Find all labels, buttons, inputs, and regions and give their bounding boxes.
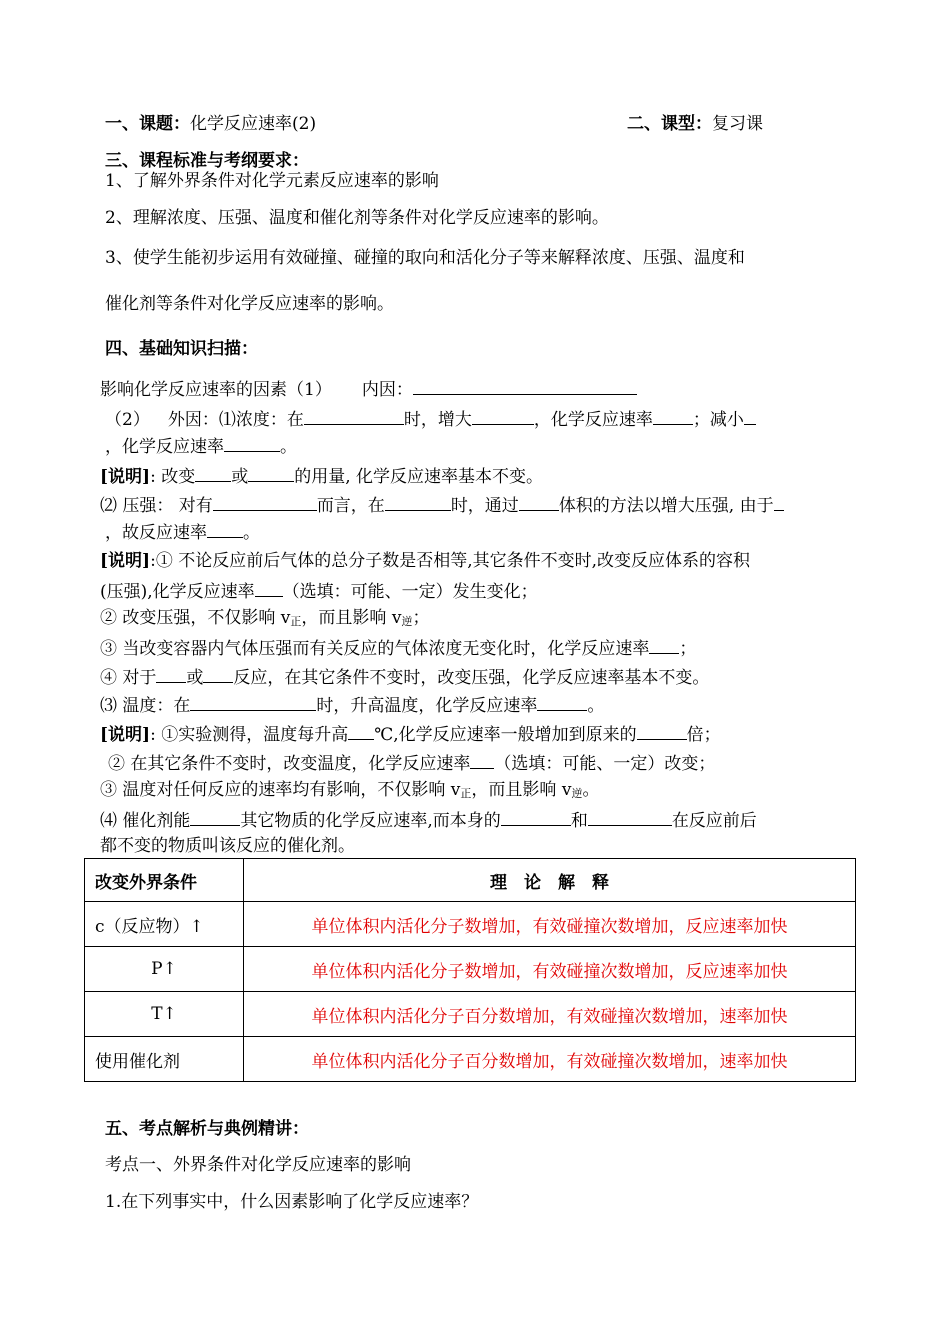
blank <box>213 493 317 511</box>
note-label: [说明] <box>100 725 151 745</box>
section5-title: 五、考点解析与典例精讲： <box>105 1119 309 1139</box>
type-value: 复习课 <box>712 114 763 134</box>
text: 。 <box>582 780 600 800</box>
text: 内因： <box>361 380 413 400</box>
s4-line-13 <box>100 722 721 746</box>
text: 。 <box>243 523 260 543</box>
section5-point1: 考点一、外界条件对化学反应速率的影响 <box>105 1155 411 1175</box>
blank <box>190 808 240 826</box>
text: ③ 温度对任何反应的速率均有影响，不仅影响 v <box>100 780 461 800</box>
table-cell-condition: c（反应物）↑ <box>85 902 244 947</box>
text: ℃,化学反应速率一般增加到原来的 <box>374 725 637 745</box>
text: ； <box>412 608 430 628</box>
blank <box>190 693 316 711</box>
conditions-table <box>84 858 856 1082</box>
text: ；减小 <box>692 410 744 430</box>
subscript: 正 <box>460 787 472 800</box>
text: （选填：可能、一定）改变； <box>494 754 716 774</box>
blank <box>385 493 451 511</box>
blank <box>588 808 672 826</box>
text: 反应，在其它条件不变时，改变压强，化学反应速率基本不变。 <box>233 668 710 688</box>
s4-line-12 <box>100 693 604 717</box>
text: 其它物质的化学反应速率,而本身的 <box>240 811 501 831</box>
blank <box>156 665 186 683</box>
table-cell-explanation: 单位体积内活化分子百分数增加，有效碰撞次数增加，速率加快 <box>244 992 856 1037</box>
text: 或 <box>231 467 249 487</box>
blank <box>224 434 280 452</box>
text: ，化学反应速率 <box>533 410 653 430</box>
s4-line-14 <box>108 751 715 775</box>
table-header-cell: 理 论 解 释 <box>244 859 856 902</box>
text: （2） <box>105 410 150 430</box>
note-label: [说明] <box>100 551 151 571</box>
blank <box>501 808 571 826</box>
table-cell-condition: T↑ <box>85 992 244 1037</box>
text: ⑷ 催化剂能 <box>100 811 191 831</box>
text: 的用量, 化学反应速率基本不变。 <box>294 467 544 487</box>
text: 或 <box>186 668 204 688</box>
blank <box>255 579 283 597</box>
text: 时，通过 <box>450 496 519 516</box>
text: : 改变 <box>150 467 196 487</box>
s4-line-1 <box>100 377 637 401</box>
topic-line <box>105 113 316 135</box>
subscript: 逆 <box>401 615 413 628</box>
blank <box>348 722 374 740</box>
table-row <box>85 1037 856 1082</box>
text: ⑵ 压强： 对有 <box>100 496 213 516</box>
text: ② 在其它条件不变时，改变温度，化学反应速率 <box>108 754 471 774</box>
blank <box>413 377 637 395</box>
table-row <box>85 902 856 947</box>
text: ，而且影响 v <box>471 780 572 800</box>
s4-line-10 <box>100 636 696 660</box>
subscript: 正 <box>290 615 302 628</box>
blank <box>248 464 294 482</box>
text: 影响化学反应速率的因素（1） <box>100 380 332 400</box>
text: 时，升高温度，化学反应速率 <box>316 696 538 716</box>
text: ，化学反应速率 <box>105 437 224 457</box>
text: 外因：⑴浓度：在 <box>167 410 304 430</box>
blank <box>537 693 587 711</box>
blank <box>744 407 756 425</box>
blank <box>472 407 534 425</box>
blank <box>304 407 404 425</box>
blank <box>470 751 494 769</box>
text: : ①实验测得，温度每升高 <box>150 725 349 745</box>
s4-line-15 <box>100 779 599 805</box>
text: （选填：可能、一定）发生变化； <box>282 582 538 602</box>
s4-line-7 <box>100 550 750 572</box>
blank <box>653 407 693 425</box>
text: 。 <box>587 696 605 716</box>
topic-label: 一、课题： <box>105 114 190 134</box>
blank <box>637 722 687 740</box>
topic-value: 化学反应速率(2) <box>190 114 317 134</box>
text: ③ 当改变容器内气体压强而有关反应的气体浓度无变化时，化学反应速率 <box>100 639 650 659</box>
section5-q1: 1.在下列事实中，什么因素影响了化学反应速率？ <box>105 1192 479 1212</box>
s4-line-5 <box>100 493 784 517</box>
s4-line-16 <box>100 808 757 832</box>
s4-line-3 <box>105 434 297 458</box>
table-header-cell: 改变外界条件 <box>85 859 244 902</box>
text: ，而且影响 v <box>301 608 402 628</box>
table-row <box>85 947 856 992</box>
table-cell-explanation: 单位体积内活化分子数增加，有效碰撞次数增加，反应速率加快 <box>244 947 856 992</box>
section3-item-1: 1、了解外界条件对化学元素反应速率的影响 <box>105 171 439 191</box>
text: 体积的方法以增大压强, 由于 <box>558 496 774 516</box>
type-line <box>627 113 763 135</box>
text: 。 <box>280 437 297 457</box>
text: ⑶ 温度：在 <box>100 696 191 716</box>
text: 而言，在 <box>316 496 385 516</box>
note-label: [说明] <box>100 467 151 487</box>
text: 在反应前后 <box>671 811 757 831</box>
s4-line-11 <box>100 665 709 689</box>
text: 和 <box>570 811 588 831</box>
blank <box>774 493 784 511</box>
table-cell-explanation: 单位体积内活化分子数增加，有效碰撞次数增加，反应速率加快 <box>244 902 856 947</box>
text: ，故反应速率 <box>105 523 207 543</box>
s4-line-2 <box>105 407 756 431</box>
section3-item-3: 3、使学生能初步运用有效碰撞、碰撞的取向和活化分子等来解释浓度、压强、温度和 <box>105 248 745 268</box>
type-label: 二、课型： <box>627 114 712 134</box>
table-header-row <box>85 859 856 902</box>
table-row <box>85 992 856 1037</box>
text: 时，增大 <box>403 410 472 430</box>
section3-title: 三、课程标准与考纲要求： <box>105 151 309 171</box>
blank <box>195 464 231 482</box>
blank <box>519 493 559 511</box>
table-cell-condition: 使用催化剂 <box>85 1037 244 1082</box>
s4-line-8 <box>100 579 538 603</box>
text: ； <box>679 639 697 659</box>
section4-title: 四、基础知识扫描： <box>105 339 258 359</box>
section3-item-4: 催化剂等条件对化学反应速率的影响。 <box>105 294 394 314</box>
table-cell-condition: P↑ <box>85 947 244 992</box>
s4-line-4 <box>100 464 543 488</box>
s4-line-6 <box>105 520 260 544</box>
s4-line-9 <box>100 607 429 633</box>
text: (压强),化学反应速率 <box>100 582 255 602</box>
subscript: 逆 <box>571 787 583 800</box>
table-cell-explanation: 单位体积内活化分子百分数增加，有效碰撞次数增加，速率加快 <box>244 1037 856 1082</box>
text: 倍； <box>686 725 721 745</box>
text: ② 改变压强，不仅影响 v <box>100 608 291 628</box>
blank <box>203 665 233 683</box>
text: :① 不论反应前后气体的总分子数是否相等,其它条件不变时,改变反应体系的容积 <box>150 551 751 571</box>
blank <box>649 636 679 654</box>
blank <box>207 520 243 538</box>
text: ④ 对于 <box>100 668 157 688</box>
section3-item-2: 2、理解浓度、压强、温度和催化剂等条件对化学反应速率的影响。 <box>105 208 609 228</box>
s4-line-17: 都不变的物质叫该反应的催化剂。 <box>100 836 355 856</box>
